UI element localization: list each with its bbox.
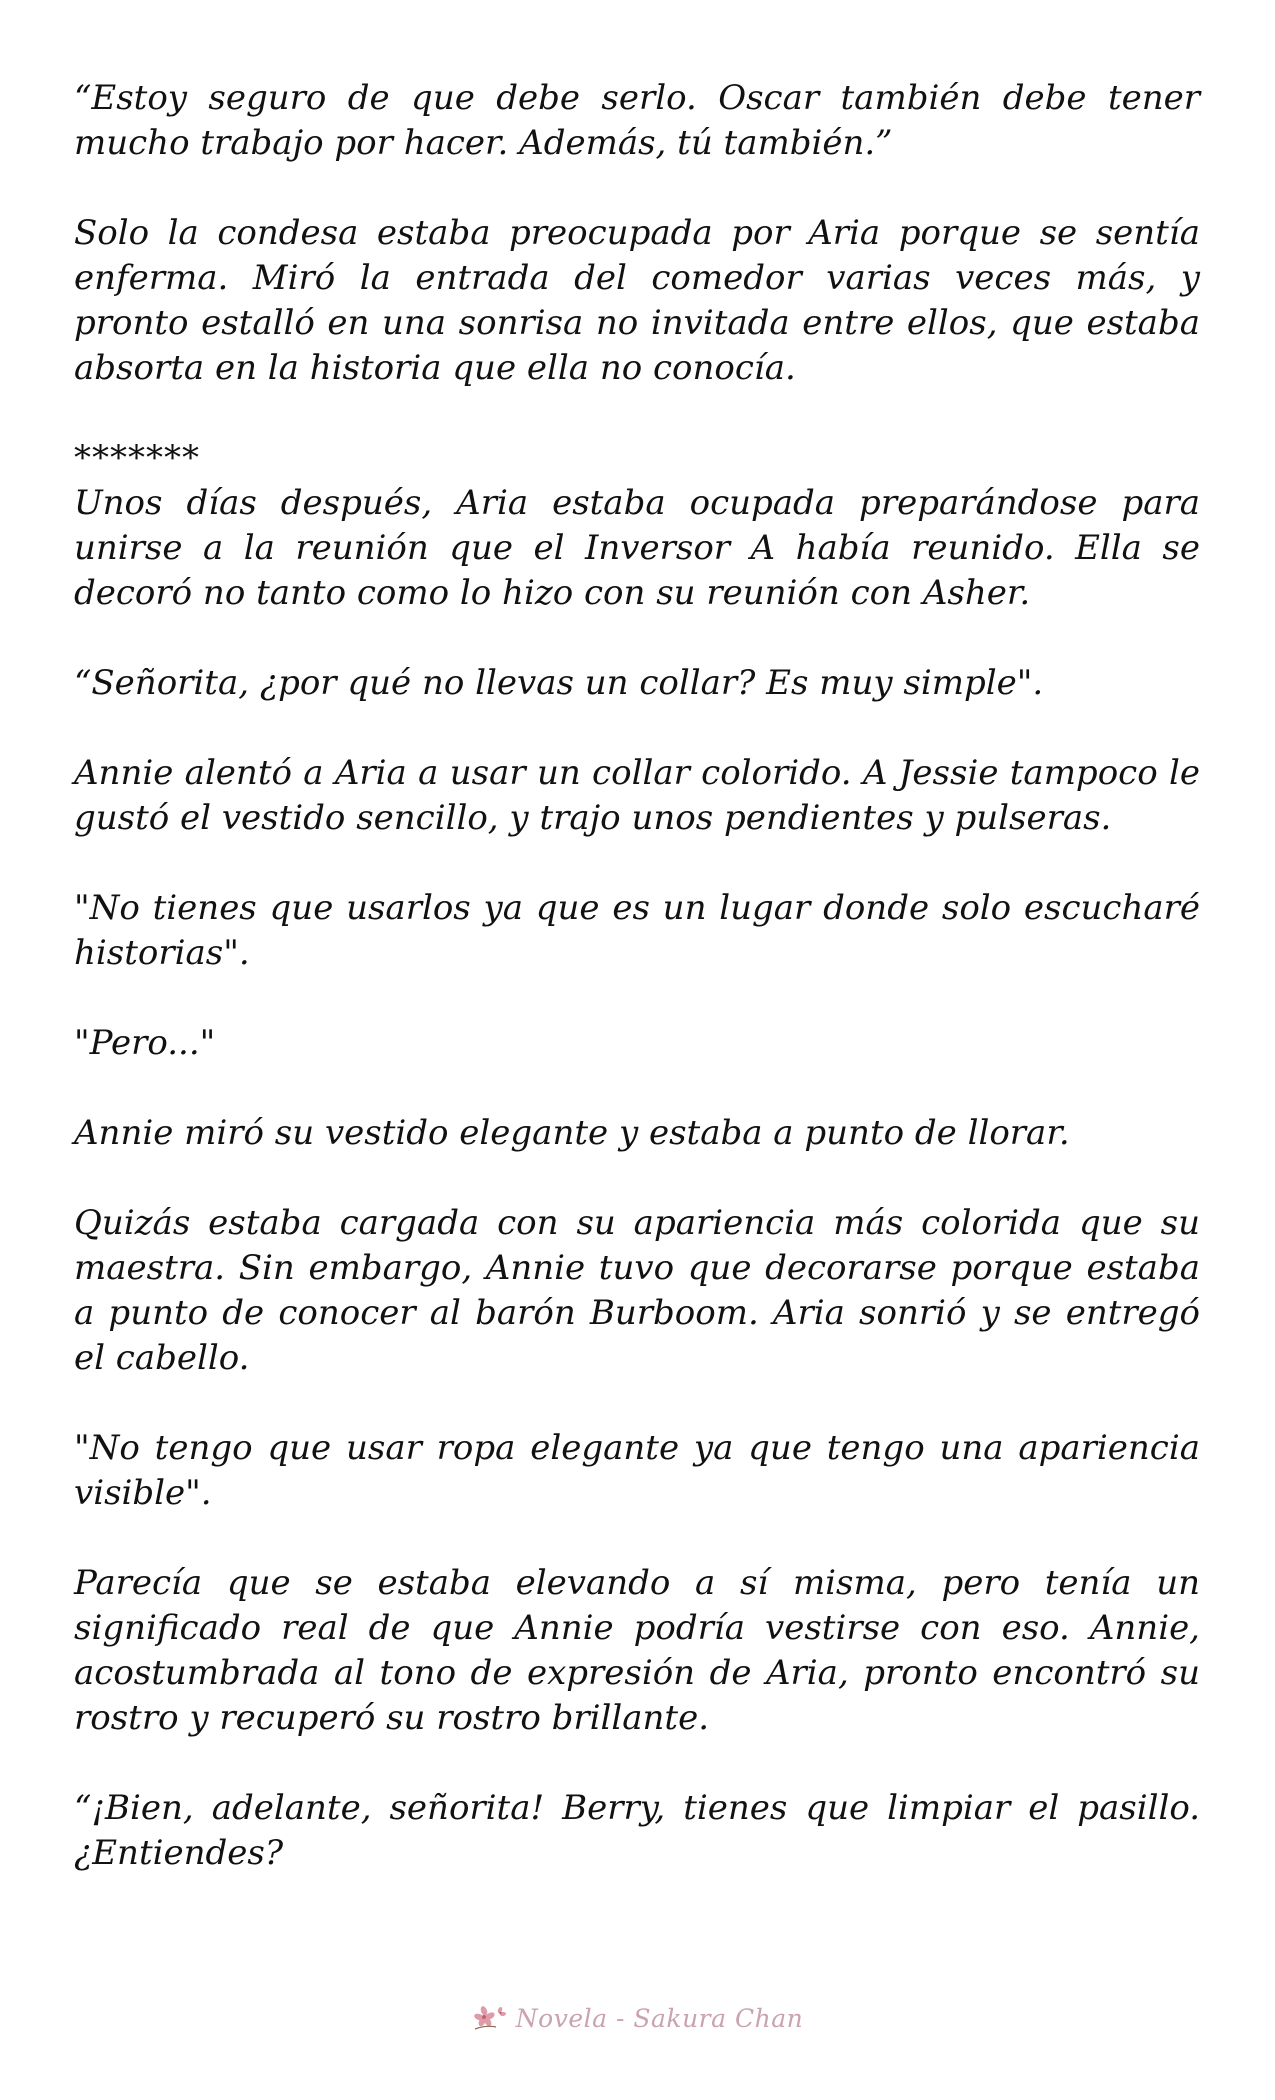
paragraph-4: “Señorita, ¿por qué no llevas un collar? Es muy simple". xyxy=(74,663,1044,703)
paragraph-12: “¡Bien, adelante, señorita! Berry, tienes que limpiar el pasillo. ¿Entiendes? xyxy=(74,1788,1200,1873)
paragraph-6: "No tienes que usarlos ya que es un lugar donde solo escucharé historias". xyxy=(74,888,1200,973)
watermark xyxy=(0,2000,1275,2036)
sakura-flower-icon xyxy=(472,2003,508,2033)
paragraph-8: Annie miró su vestido elegante y estaba a punto de llorar. xyxy=(74,1113,1070,1153)
document-body xyxy=(74,76,1200,1921)
paragraph-1: “Estoy seguro de que debe serlo. Oscar también debe tener mucho trabajo por hacer. Además, tú también.” xyxy=(74,78,1200,163)
paragraph-9: Quizás estaba cargada con su apariencia más colorida que su maestra. Sin embargo, Annie tuvo que decorarse porque estaba a punto de conocer al barón Burboom. Aria sonrió y se entregó el cabello. xyxy=(74,1203,1200,1378)
paragraph-5: Annie alentó a Aria a usar un collar colorido. A Jessie tampoco le gustó el vestido sencillo, y trajo unos pendientes y pulseras. xyxy=(74,753,1200,838)
paragraph-11: Parecía que se estaba elevando a sí misma, pero tenía un significado real de que Annie podría vestirse con eso. Annie, acostumbrada al tono de expresión de Aria, pronto encontró su rostro y recuperó su rostro brillante. xyxy=(74,1563,1200,1738)
paragraph-3: Unos días después, Aria estaba ocupada preparándose para unirse a la reunión que el Inversor A había reunido. Ella se decoró no tanto como lo hizo con su reunión con Asher. xyxy=(74,483,1200,613)
section-separator: ******* xyxy=(74,438,200,478)
paragraph-10: "No tengo que usar ropa elegante ya que tengo una apariencia visible". xyxy=(74,1428,1200,1513)
paragraph-7: "Pero..." xyxy=(74,1023,216,1063)
watermark-text: Novela - Sakura Chan xyxy=(515,2003,804,2033)
paragraph-2: Solo la condesa estaba preocupada por Aria porque se sentía enferma. Miró la entrada del comedor varias veces más, y pronto estalló en una sonrisa no invitada entre ellos, que estaba absorta en la historia que ella no conocía. xyxy=(74,213,1200,388)
